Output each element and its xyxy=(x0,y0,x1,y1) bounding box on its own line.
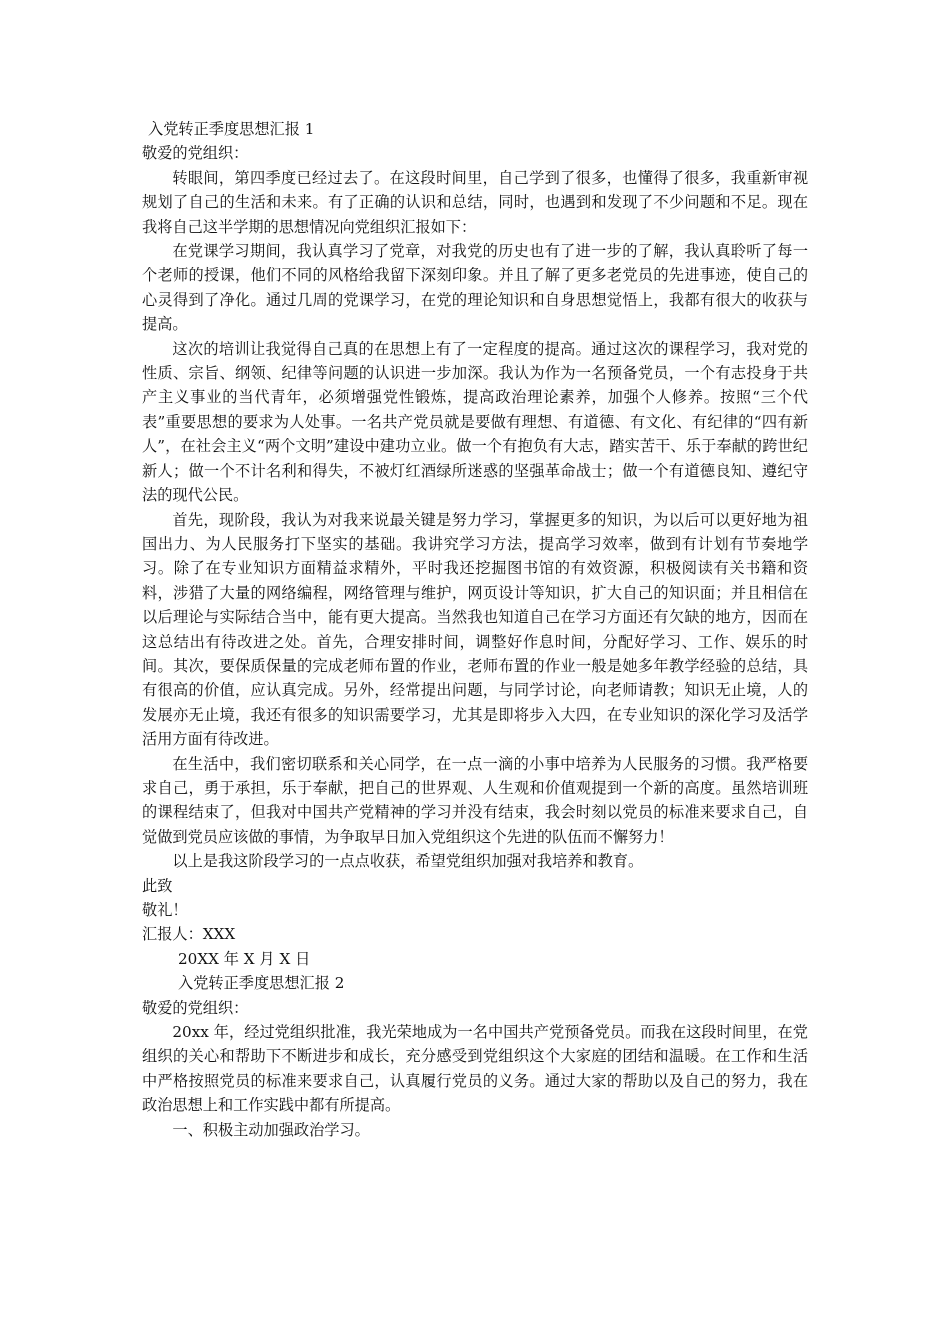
paragraph-1-5: 在生活中，我们密切联系和关心同学，在一点一滴的小事中培养为人民服务的习惯。我严格要求自己，勇于承担，乐于奉献，把自己的世界观、人生观和价值观提到一个新的高度。虽然培训班的课程结束了，但我对中国共产党精神的学习并没有结束，我会时刻以党员的标准来要求自己，自觉做到党员应该做的事情，为争取早日加入党组织这个先进的队伍而不懈努力！ xyxy=(142,754,808,846)
closing-line-2: 敬礼！ xyxy=(142,901,188,919)
document-page xyxy=(142,117,808,1142)
date-line: 20XX 年 X 月 X 日 xyxy=(178,949,311,968)
salutation-1: 敬爱的党组织： xyxy=(142,144,249,163)
closing-line-1: 此致 xyxy=(142,876,173,895)
paragraph-1-6: 以上是我这阶段学习的一点点收获，希望党组织加强对我培养和教育。 xyxy=(172,852,644,871)
document-title-1: 入党转正季度思想汇报 1 xyxy=(148,120,315,138)
paragraph-2-1: 20xx 年，经过党组织批准，我光荣地成为一名中国共产党预备党员。而我在这段时间里，在党组织的关心和帮助下不断进步和成长，充分感受到党组织这个大家庭的团结和温暖。在工作和生活中严格按照党员的标准来要求自己，认真履行党员的义务。通过大家的帮助以及自己的努力，我在政治思想上和工作实践中都有所提高。 xyxy=(142,1023,808,1115)
salutation-2: 敬爱的党组织： xyxy=(142,998,249,1017)
paragraph-2-2: 一、积极主动加强政治学习。 xyxy=(172,1120,370,1139)
reporter-line: 汇报人：XXX xyxy=(142,925,236,944)
document-title-2: 入党转正季度思想汇报 2 xyxy=(178,974,345,993)
paragraph-1-2: 在党课学习期间，我认真学习了党章，对我党的历史也有了进一步的了解，我认真聆听了每一个老师的授课，他们不同的风格给我留下深刻印象。并且了解了更多老党员的先进事迹，使自己的心灵得到了净化。通过几周的党课学习，在党的理论知识和自身思想觉悟上，我都有很大的收获与提高。 xyxy=(142,242,808,334)
paragraph-1-1: 转眼间，第四季度已经过去了。在这段时间里，自己学到了很多，也懂得了很多，我重新审视规划了自己的生活和未来。有了正确的认识和总结，同时，也遇到和发现了不少问题和不足。现在我将自己这半学期的思想情况向党组织汇报如下： xyxy=(142,168,808,236)
paragraph-1-3: 这次的培训让我觉得自己真的在思想上有了一定程度的提高。通过这次的课程学习，我对党的性质、宗旨、纲领、纪律等问题的认识进一步加深。我认为作为一名预备党员，一个有志投身于共产主义事业的当代青年，必须增强党性锻炼，提高政治理论素养，加强个人修养。按照“三个代表”重要思想的要求为人处事。一名共产党员就是要做有理想、有道德、有文化、有纪律的“四有新人”，在社会主义“两个文明”建设中建功立业。做一个有抱负有大志，踏实苦干、乐于奉献的跨世纪新人；做一个不计名利和得失，不被灯红酒绿所迷惑的坚强革命战士；做一个有道德良知、遵纪守法的现代公民。 xyxy=(142,339,808,505)
paragraph-1-4: 首先，现阶段，我认为对我来说最关键是努力学习，掌握更多的知识，为以后可以更好地为祖国出力、为人民服务打下坚实的基础。我讲究学习方法，提高学习效率，做到有计划有节奏地学习。除了在专业知识方面精益求精外，平时我还挖掘图书馆的有效资源，积极阅读有关书籍和资料，涉猎了大量的网络编程，网络管理与维护，网页设计等知识，扩大自己的知识面；并且相信在以后理论与实际结合当中，能有更大提高。当然我也知道自己在学习方面还有欠缺的地方，因而在这总结出有待改进之处。首先，合理安排时间，调整好作息时间，分配好学习、工作、娱乐的时间。其次，要保质保量的完成老师布置的作业，老师布置的作业一般是她多年教学经验的总结，具有很高的价值，应认真完成。另外，经常提出问题，与同学讨论，向老师请教；知识无止境，人的发展亦无止境，我还有很多的知识需要学习，尤其是即将步入大四，在专业知识的深化学习及活学活用方面有待改进。 xyxy=(142,510,808,749)
